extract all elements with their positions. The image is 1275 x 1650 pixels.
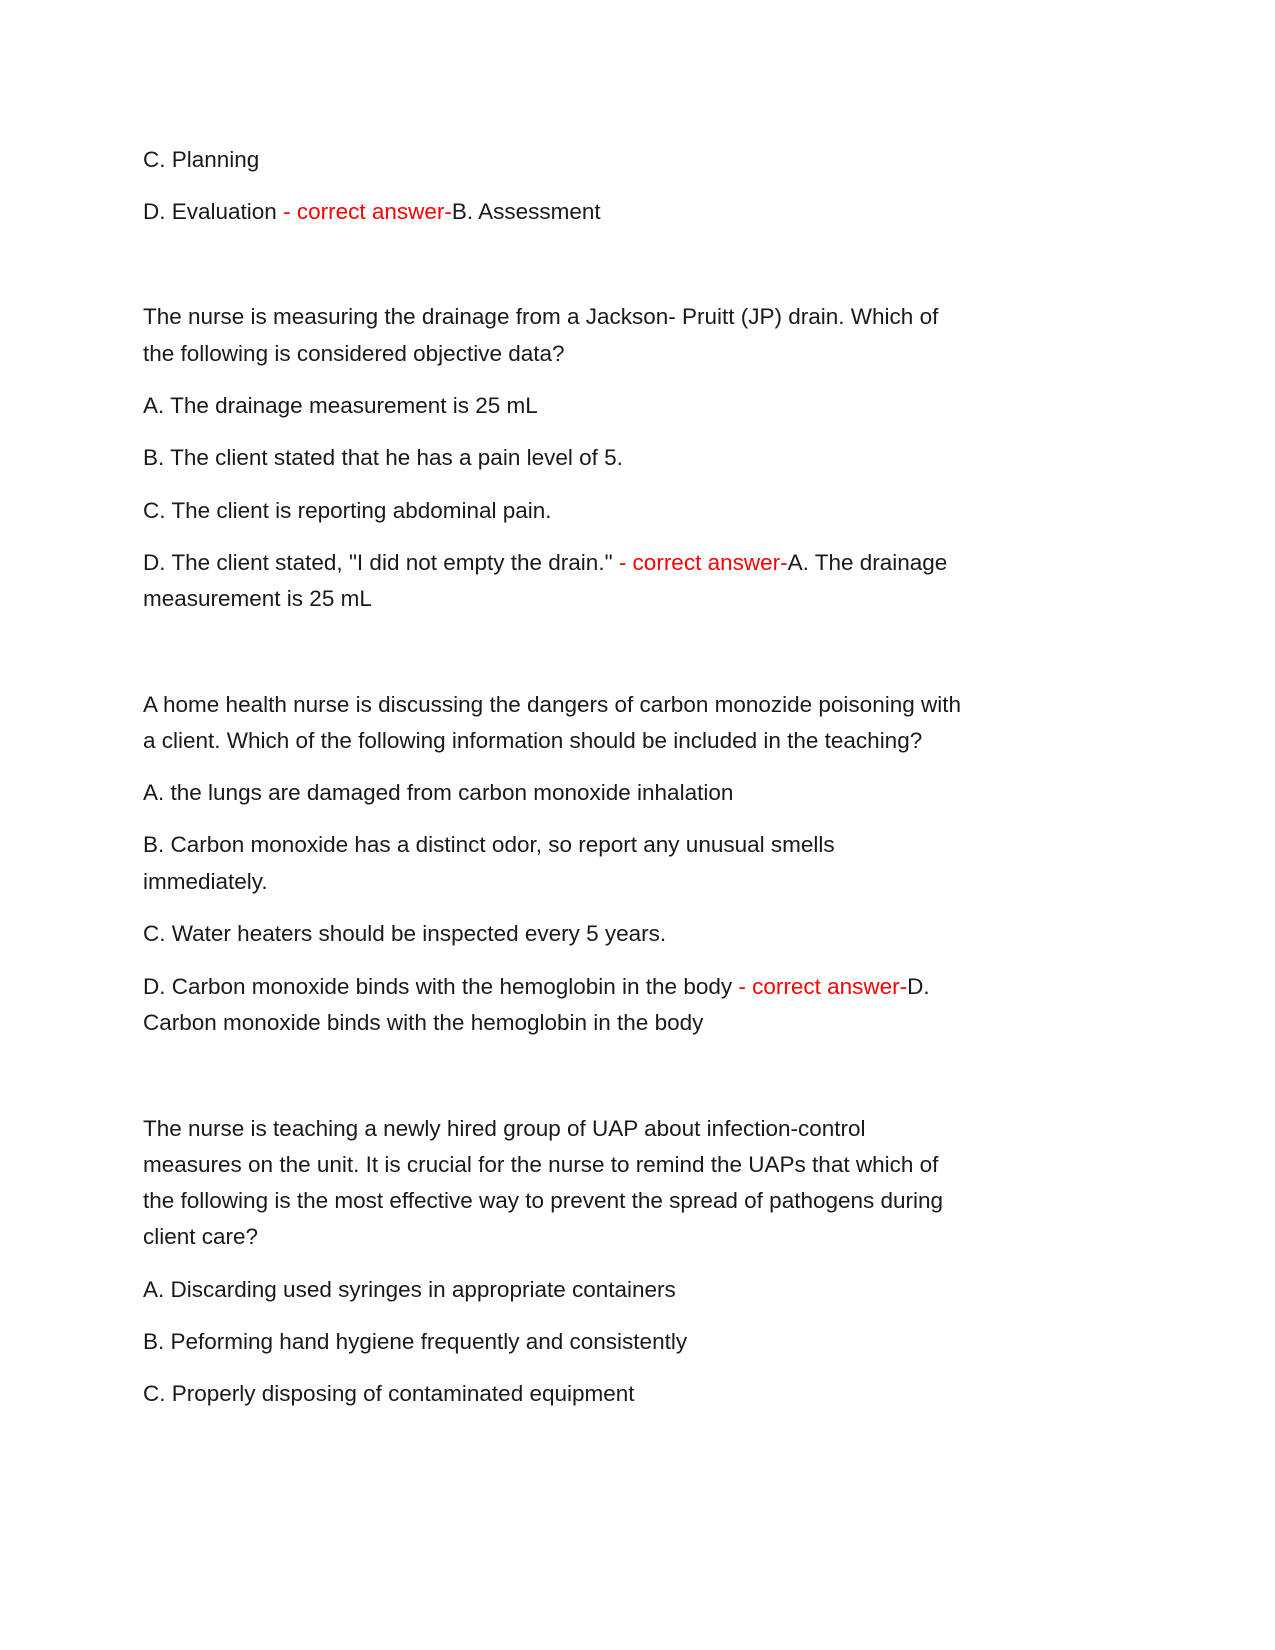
option-d (143, 548, 947, 578)
question-stem: the following is considered objective data? (143, 341, 565, 366)
option-c: C. Water heaters should be inspected every 5 years. (143, 921, 667, 946)
question-stem: The nurse is measuring the drainage from a Jackson- Pruitt (JP) drain. Which of (143, 304, 939, 329)
option-d (143, 972, 930, 1002)
option-b: B. The client stated that he has a pain level of 5. (143, 445, 623, 470)
option-a: A. Discarding used syringes in appropriate containers (143, 1277, 676, 1302)
option-b: immediately. (143, 869, 268, 894)
option-text: D. Carbon monoxide binds with the hemoglobin in the body (143, 974, 739, 999)
option-c: C. Planning (143, 147, 260, 172)
correct-answer-marker: - correct answer- (618, 550, 788, 575)
answer-text: D. (907, 974, 930, 999)
option-text: D. Evaluation (143, 199, 284, 224)
answer-text: B. Assessment (451, 199, 601, 224)
correct-answer-marker: - correct answer- (738, 974, 908, 999)
option-d (143, 197, 601, 227)
answer-text: measurement is 25 mL (143, 586, 372, 611)
question-stem: measures on the unit. It is crucial for the nurse to remind the UAPs that which of (143, 1152, 939, 1177)
option-b: B. Carbon monoxide has a distinct odor, so report any unusual smells (143, 832, 835, 857)
option-c: C. The client is reporting abdominal pain. (143, 498, 552, 523)
question-stem: a client. Which of the following information should be included in the teaching? (143, 728, 923, 753)
option-c: C. Properly disposing of contaminated equipment (143, 1381, 635, 1406)
option-a: A. the lungs are damaged from carbon monoxide inhalation (143, 780, 734, 805)
option-text: D. The client stated, "I did not empty the drain." (143, 550, 619, 575)
question-stem: the following is the most effective way to prevent the spread of pathogens during (143, 1188, 944, 1213)
option-b: B. Peforming hand hygiene frequently and consistently (143, 1329, 688, 1354)
correct-answer-marker: - correct answer- (283, 199, 452, 224)
question-stem: A home health nurse is discussing the dangers of carbon monozide poisoning with (143, 692, 961, 717)
option-a: A. The drainage measurement is 25 mL (143, 393, 538, 418)
question-stem: The nurse is teaching a newly hired group of UAP about infection-control (143, 1116, 866, 1141)
answer-text: Carbon monoxide binds with the hemoglobin in the body (143, 1010, 704, 1035)
answer-text: A. The drainage (787, 550, 948, 575)
question-stem: client care? (143, 1224, 259, 1249)
